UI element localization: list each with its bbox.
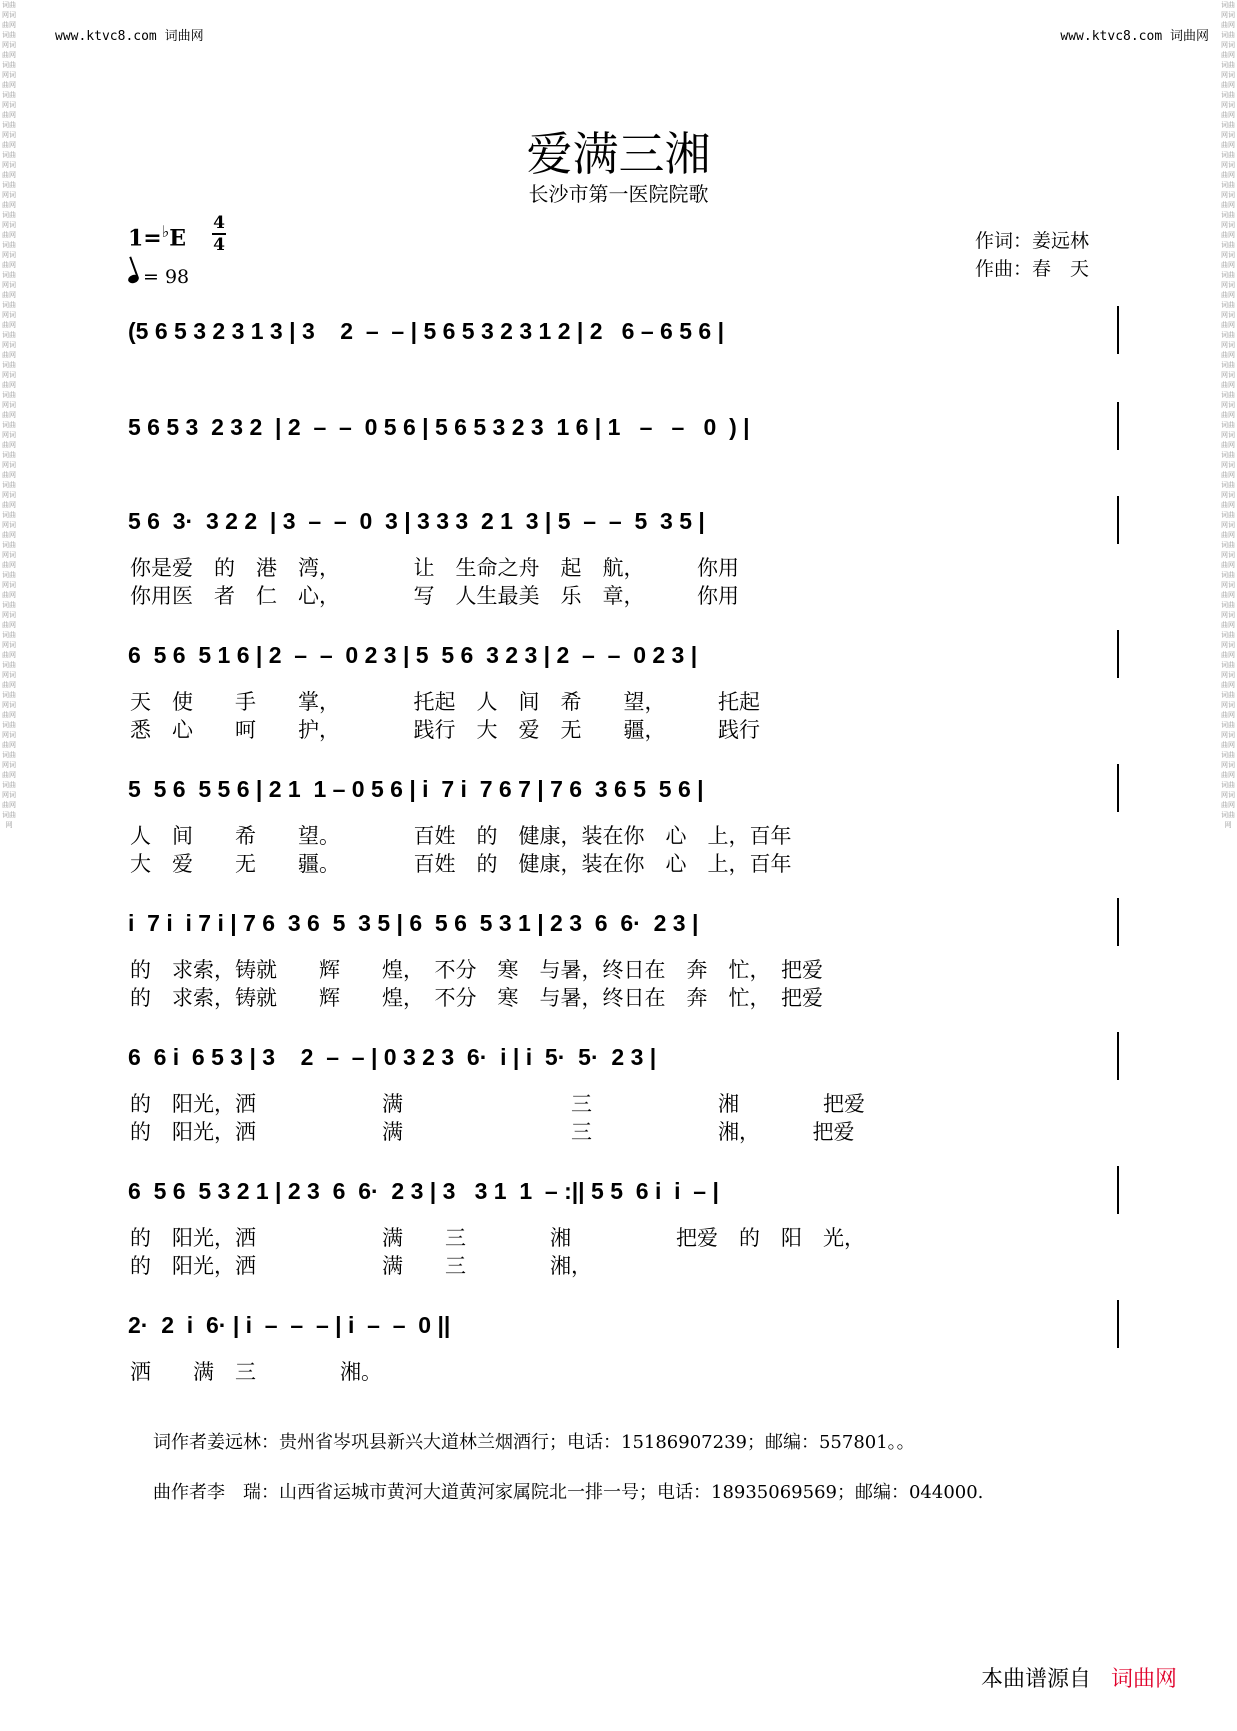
notation-line: i 7 i i 7 i | 7 6 3 6 5 3 5 | 6 5 6 5 3 1 | 2 3 6 6· 2 3 | xyxy=(128,910,699,936)
composer-info: 曲作者李 瑞：山西省运城市黄河大道黄河家属院北一排一号；电话：18935069569；邮编：044000. xyxy=(153,1482,984,1503)
notation-line: 5 5 6 5 5 6 | 2 1 1 – 0 5 6 | i 7 i 7 6 7 | 7 6 3 6 5 5 6 | xyxy=(128,776,704,802)
notation-line: (5 6 5 3 2 3 1 3 | 3 2 – – | 5 6 5 3 2 3 1 2 | 2 6 – 6 5 6 | xyxy=(128,318,725,344)
notation-line: 6 5 6 5 3 2 1 | 2 3 6 6· 2 3 | 3 3 1 1 – :|| 5 5 6 i i – | xyxy=(128,1178,719,1204)
tempo-value: = 98 xyxy=(143,266,190,288)
key-prefix: 1= xyxy=(128,225,162,252)
barline xyxy=(1117,496,1119,544)
lyric-verse-1: 人 间 希 望。 百姓 的 健康，装在你 心 上，百年 xyxy=(130,824,792,848)
site-url-right: www.ktvc8.com xyxy=(1060,29,1163,44)
source-label: 本曲谱源自 xyxy=(980,1667,1091,1692)
side-watermark-right: 词曲网词曲网词曲网词曲网词曲网词曲网词曲网词曲网词曲网词曲网词曲网词曲网词曲网词曲网词曲网词曲网词曲网词曲网词曲网词曲网词曲网词曲网词曲网词曲网词曲网词曲网词曲网词曲网词曲网词曲网词曲网词曲网词曲网词曲网词曲网词曲网词曲网词曲网词曲网词曲网词曲网词曲网词曲网词曲网词曲网词曲网词曲网词曲网词曲网词曲网词曲网词曲网词曲网词曲网词曲网 xyxy=(1221,1,1235,829)
lyric-verse-2: 的 阳光，洒 满 三 湘， xyxy=(130,1254,592,1278)
lyric-verse-2: 的 阳光，洒 满 三 湘， 把爱 xyxy=(130,1120,855,1144)
notation-line: 6 6 i 6 5 3 | 3 2 – – | 0 3 2 3 6· i | i 5· 5· 2 3 | xyxy=(128,1044,657,1070)
lyric-verse-1: 洒 满 三 湘。 xyxy=(130,1360,382,1384)
lyricist-info: 词作者姜远林：贵州省岑巩县新兴大道林兰烟酒行；电话：15186907239；邮编：557801。。 xyxy=(153,1432,915,1453)
barline xyxy=(1117,764,1119,812)
lyric-verse-2: 你用医 者 仁 心， 写 人生最美 乐 章， 你用 xyxy=(130,584,739,608)
beam-line xyxy=(128,1208,1118,1210)
barline xyxy=(1117,630,1119,678)
beam-line xyxy=(128,1074,1118,1076)
notation-line: 5 6 5 3 2 3 2 | 2 – – 0 5 6 | 5 6 5 3 2 3 1 6 | 1 – – 0 ) | xyxy=(128,414,750,440)
side-watermark-left: 词曲网词曲网词曲网词曲网词曲网词曲网词曲网词曲网词曲网词曲网词曲网词曲网词曲网词曲网词曲网词曲网词曲网词曲网词曲网词曲网词曲网词曲网词曲网词曲网词曲网词曲网词曲网词曲网词曲网词曲网词曲网词曲网词曲网词曲网词曲网词曲网词曲网词曲网词曲网词曲网词曲网词曲网词曲网词曲网词曲网词曲网词曲网词曲网词曲网词曲网词曲网词曲网词曲网词曲网词曲网 xyxy=(2,1,16,829)
barline xyxy=(1117,402,1119,450)
source-brand: 词曲网 xyxy=(1110,1667,1177,1692)
site-name-right: 词曲网 xyxy=(1169,29,1209,44)
beam-line xyxy=(128,940,1118,942)
composer-credit: 作曲：春 天 xyxy=(975,258,1090,280)
barline xyxy=(1117,1166,1119,1214)
beam-line xyxy=(128,1342,1118,1344)
time-bottom: 4 xyxy=(213,235,225,255)
beam-line xyxy=(128,444,1118,446)
site-mark-left[interactable] xyxy=(55,25,204,44)
key-letter: E xyxy=(169,225,187,252)
song-subtitle: 长沙市第一医院院歌 xyxy=(528,182,709,206)
notation-line: 5 6 3· 3 2 2 | 3 – – 0 3 | 3 3 3 2 1 3 | 5 – – 5 3 5 | xyxy=(128,508,705,534)
site-url-left: www.ktvc8.com xyxy=(55,29,157,44)
site-mark-right[interactable] xyxy=(1060,25,1209,44)
source-credit[interactable] xyxy=(981,1662,1177,1693)
notation-line: 6 5 6 5 1 6 | 2 – – 0 2 3 | 5 5 6 3 2 3 | 2 – – 0 2 3 | xyxy=(128,642,698,668)
flat-sign: ♭ xyxy=(161,222,170,241)
barline xyxy=(1117,898,1119,946)
tempo-mark xyxy=(128,266,189,288)
lyric-verse-2: 的 求索，铸就 辉 煌， 不分 寒 与暑，终日在 奔 忙， 把爱 xyxy=(130,986,823,1010)
time-signature xyxy=(209,213,229,255)
barline xyxy=(1117,306,1119,354)
beam-line xyxy=(128,348,1118,350)
beam-line xyxy=(128,538,1118,540)
lyric-verse-2: 大 爱 无 疆。 百姓 的 健康，装在你 心 上，百年 xyxy=(130,852,792,876)
beam-line xyxy=(128,806,1118,808)
barline xyxy=(1117,1032,1119,1080)
lyric-verse-1: 你是爱 的 港 湾， 让 生命之舟 起 航， 你用 xyxy=(130,556,739,580)
beam-line xyxy=(128,672,1118,674)
notation-line: 2· 2 i 6· | i – – – | i – – 0 || xyxy=(128,1312,451,1338)
lyricist-credit: 作词：姜远林 xyxy=(975,230,1090,252)
time-top: 4 xyxy=(213,213,225,233)
song-title: 爱满三湘 xyxy=(526,127,711,181)
lyric-verse-1: 的 阳光，洒 满 三 湘 把爱 xyxy=(130,1092,865,1116)
key-signature xyxy=(128,222,186,251)
lyric-verse-2: 悉 心 呵 护， 践行 大 爱 无 疆， 践行 xyxy=(130,718,760,742)
lyric-verse-1: 的 求索，铸就 辉 煌， 不分 寒 与暑，终日在 奔 忙， 把爱 xyxy=(130,958,823,982)
quarter-note-icon xyxy=(127,273,140,284)
barline xyxy=(1117,1300,1119,1348)
site-name-left: 词曲网 xyxy=(164,29,204,44)
lyric-verse-1: 的 阳光，洒 满 三 湘 把爱 的 阳 光， xyxy=(130,1226,865,1250)
lyric-verse-1: 天 使 手 掌， 托起 人 间 希 望， 托起 xyxy=(130,690,760,714)
